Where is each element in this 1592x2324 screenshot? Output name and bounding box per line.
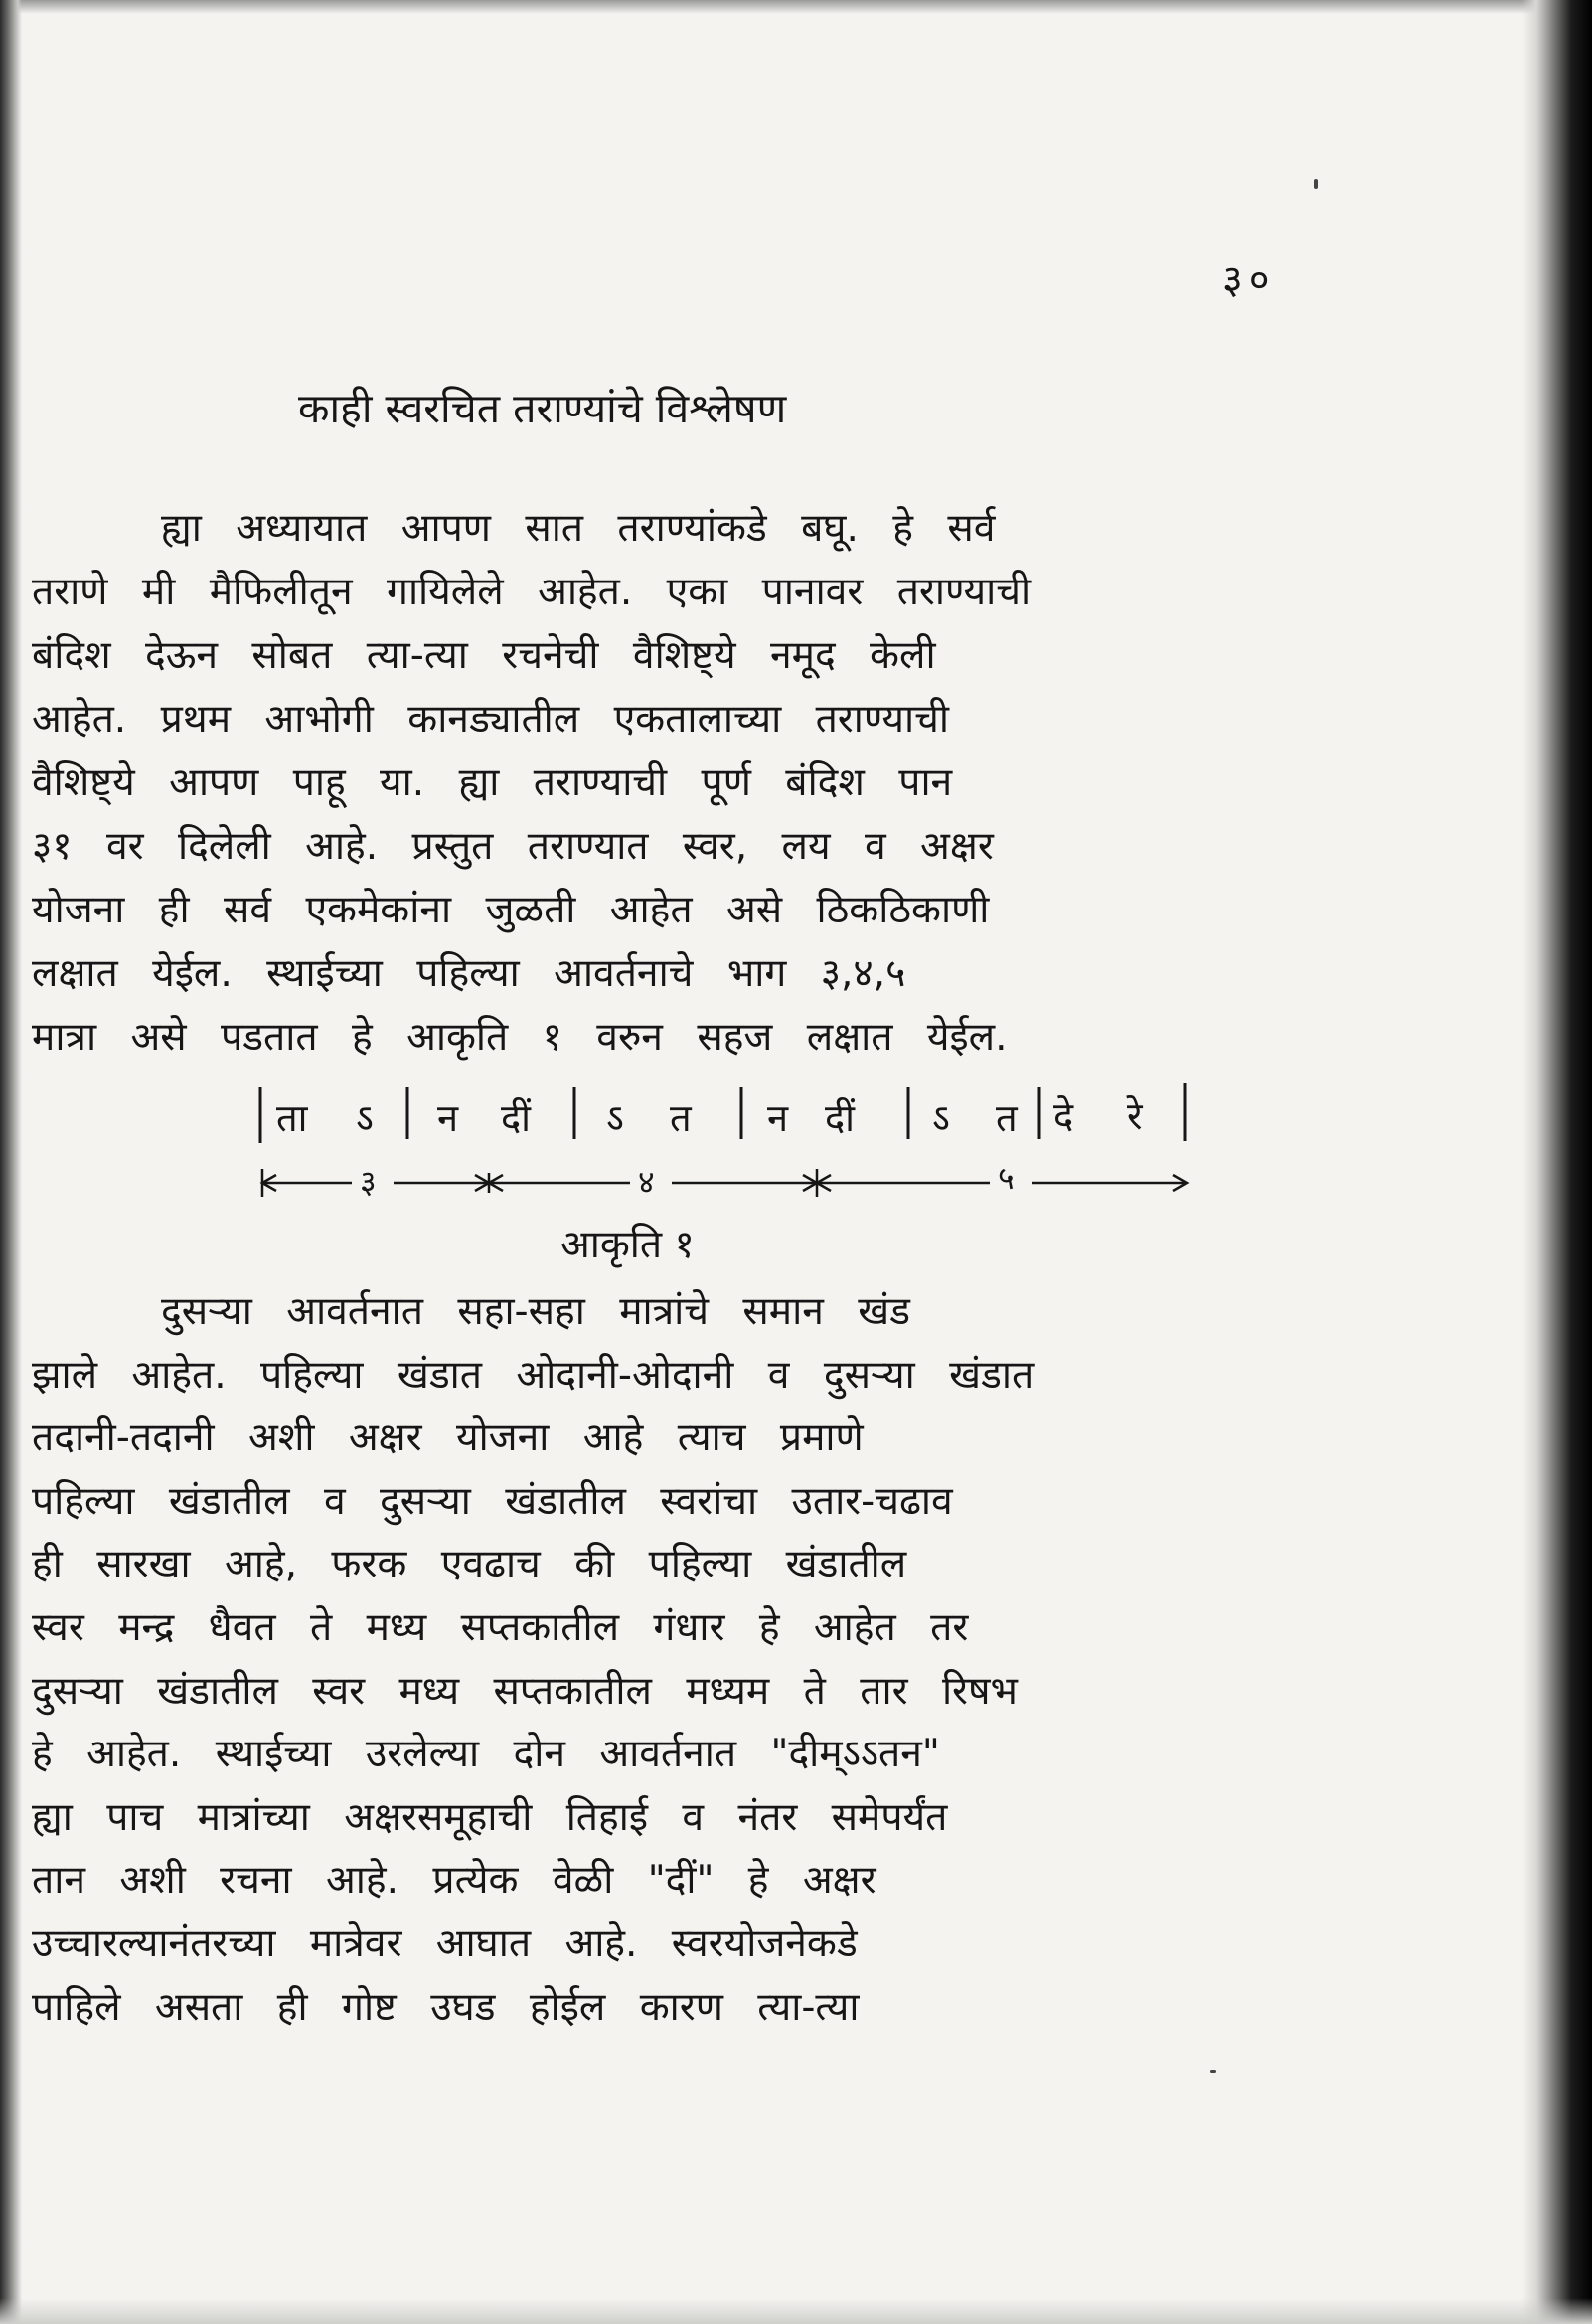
paragraph-line: ३१ वर दिलेली आहे. प्रस्तुत तराण्यात स्वर, लय व अक्षर: [32, 824, 994, 869]
paragraph-1: [32, 497, 1373, 1070]
syllable: न: [767, 1096, 789, 1140]
paragraph-line: आहेत. प्रथम आभोगी कानड्यातील एकतालाच्या तराण्याची: [32, 697, 949, 742]
syllable: ऽ: [356, 1096, 374, 1140]
syllable: ऽ: [932, 1096, 950, 1140]
paragraph-line: योजना ही सर्व एकमेकांना जुळती आहेत असे ठिकठिकाणी: [32, 888, 990, 932]
figure-caption: आकृति १: [560, 1223, 695, 1267]
rhythm-figure: [248, 1066, 1222, 1205]
syllable: रे: [1127, 1094, 1143, 1138]
paragraph-line: मात्रा असे पडतात हे आकृति १ वरुन सहज लक्षात येईल.: [32, 1015, 1008, 1060]
paragraph-line: ही सारखा आहे, फरक एवढाच की पहिल्या खंडातील: [32, 1542, 907, 1587]
paragraph-line: स्वर मन्द्र धैवत ते मध्य सप्तकातील गंधार हे आहेत तर: [32, 1604, 969, 1650]
page-top-shadow: [0, 0, 1592, 14]
paragraph-line: ह्या पाच मात्रांच्या अक्षरसमूहाची तिहाई व नंतर समेपर्यंत: [32, 1794, 948, 1840]
scan-speck: [1314, 179, 1318, 189]
paragraph-line: बंदिश देऊन सोबत त्या-त्या रचनेची वैशिष्ट्ये नमूद केली: [32, 633, 936, 678]
page-binding-shadow: [0, 0, 22, 2324]
paragraph-line: तान अशी रचना आहे. प्रत्येक वेळी "दीं" हे अक्षर: [32, 1858, 876, 1904]
paragraph-line: उच्चारल्यानंतरच्या मात्रेवर आघात आहे. स्वरयोजनेकडे: [32, 1920, 858, 1966]
paragraph-line: झाले आहेत. पहिल्या खंडात ओदानी-ओदानी व दुसऱ्या खंडात: [32, 1352, 1035, 1398]
paragraph-line: लक्षात येईल. स्थाईच्या पहिल्या आवर्तनाचे भाग ३,४,५: [32, 951, 906, 996]
syllable: त: [996, 1096, 1018, 1140]
syllable: ऽ: [606, 1096, 624, 1140]
rhythm-diagram: [248, 1066, 1222, 1205]
paragraph-line: पहिल्या खंडातील व दुसऱ्या खंडातील स्वरांचा उतार-चढाव: [32, 1478, 953, 1524]
syllable: दीं: [825, 1096, 856, 1140]
paragraph-line: दुसऱ्या खंडातील स्वर मध्य सप्तकातील मध्यम ते तार रिषभ: [32, 1668, 1018, 1714]
paragraph-line: तदानी-तदानी अशी अक्षर योजना आहे त्याच प्रमाणे: [32, 1415, 864, 1461]
group-label: ४: [638, 1163, 655, 1201]
page-heading: काही स्वरचित तराण्यांचे विश्लेषण: [298, 385, 787, 432]
paragraph-2: [32, 1280, 1373, 2039]
syllable: त: [670, 1096, 692, 1140]
paragraph-line: हे आहेत. स्थाईच्या उरलेल्या दोन आवर्तनात "दीम्ऽऽतन": [32, 1732, 940, 1777]
group-label: ३: [360, 1163, 377, 1201]
paragraph-line: तराणे मी मैफिलीतून गायिलेले आहेत. एका पानावर तराण्याची: [32, 570, 1032, 614]
page-bottom-edge: [0, 2298, 1592, 2324]
page-number: ३०: [1222, 257, 1276, 303]
scan-speck: [1210, 2070, 1216, 2073]
syllable: दीं: [501, 1096, 532, 1140]
page-right-edge: [1522, 0, 1592, 2324]
syllable: ता: [276, 1096, 308, 1140]
paragraph-line: पाहिले असता ही गोष्ट उघड होईल कारण त्या-त्या: [32, 1984, 860, 2030]
paragraph-line: ह्या अध्यायात आपण सात तराण्यांकडे बघू. हे सर्व: [161, 506, 996, 551]
group-label: ५: [998, 1159, 1015, 1197]
syllable: न: [437, 1096, 459, 1140]
paragraph-line: वैशिष्ट्ये आपण पाहू या. ह्या तराण्याची पूर्ण बंदिश पान: [32, 760, 953, 805]
paragraph-line: दुसऱ्या आवर्तनात सहा-सहा मात्रांचे समान खंड: [161, 1289, 911, 1334]
syllable: दे: [1053, 1094, 1074, 1138]
